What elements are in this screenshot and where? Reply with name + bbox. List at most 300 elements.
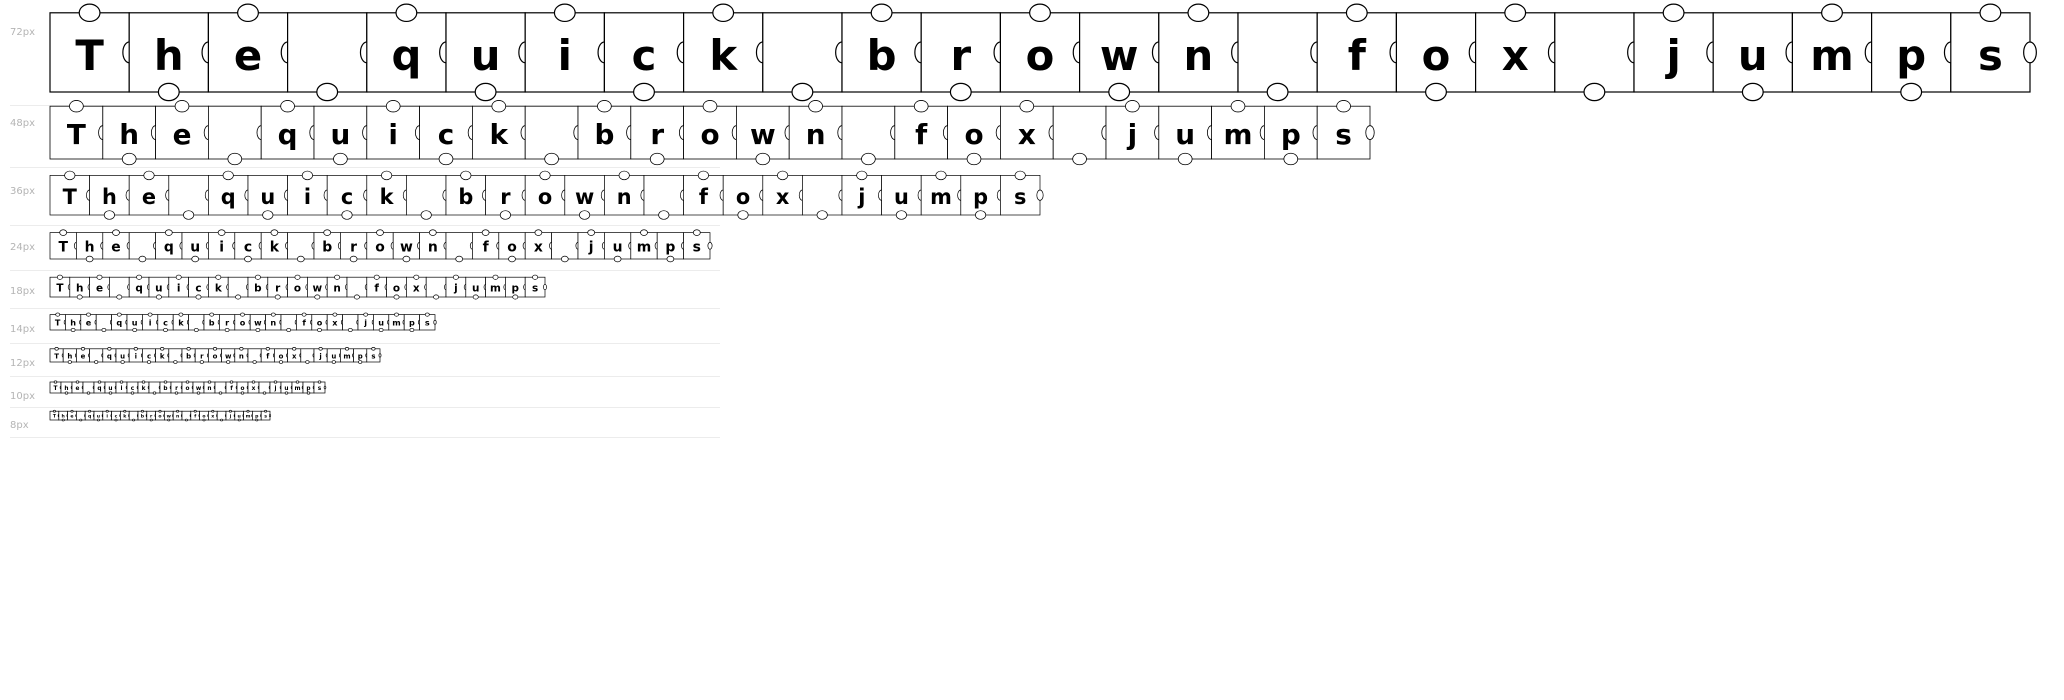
puzzle-glyph-c (127, 382, 139, 394)
puzzle-glyph-s (261, 410, 271, 420)
svg-text:e: e (75, 385, 80, 392)
puzzle-glyph-u (235, 411, 245, 421)
svg-text:f: f (266, 352, 270, 361)
puzzle-glyph-x (1476, 4, 1562, 92)
puzzle-glyph-o (312, 315, 329, 332)
puzzle-blank-piece (288, 233, 317, 262)
puzzle-glyph-w (307, 277, 328, 299)
puzzle-glyph-s (525, 275, 546, 297)
svg-text:r: r (950, 30, 972, 80)
svg-text:i: i (134, 352, 137, 361)
puzzle-glyph-p (303, 382, 315, 394)
svg-text:o: o (185, 385, 190, 392)
svg-text:e: e (233, 30, 263, 80)
svg-text:o: o (158, 414, 162, 420)
row-divider (10, 437, 720, 438)
puzzle-glyph-e (129, 171, 172, 215)
puzzle-glyph-w (164, 411, 174, 421)
puzzle-glyph-p (961, 175, 1004, 219)
puzzle-glyph-m (631, 230, 660, 259)
puzzle-glyph-k (472, 100, 529, 159)
puzzle-blank-piece (259, 382, 271, 394)
svg-text:p: p (1280, 118, 1301, 152)
svg-text:T: T (62, 184, 77, 209)
puzzle-glyph-p (1264, 106, 1321, 165)
puzzle-glyph-c (158, 315, 175, 332)
svg-text:r: r (275, 282, 281, 295)
puzzle-glyph-k (156, 347, 170, 362)
puzzle-glyph-s (1317, 100, 1374, 159)
svg-text:h: h (70, 317, 76, 328)
svg-text:q: q (391, 30, 422, 80)
svg-text:x: x (775, 184, 790, 209)
puzzle-glyph-c (235, 233, 264, 262)
puzzle-glyph-u (466, 277, 487, 299)
svg-text:s: s (424, 317, 430, 328)
svg-text:T: T (75, 30, 104, 80)
size-row-10 (0, 377, 730, 408)
svg-text:i: i (106, 414, 108, 420)
svg-text:o: o (735, 184, 751, 209)
svg-text:c: c (340, 184, 354, 209)
size-row-36 (0, 168, 1027, 226)
puzzle-glyph-i (169, 275, 190, 297)
puzzle-glyphs-36 (50, 168, 1062, 231)
svg-text:o: o (700, 118, 720, 152)
svg-text:b: b (866, 30, 897, 80)
puzzle-glyph-r (171, 382, 183, 394)
svg-text:e: e (95, 282, 104, 295)
svg-text:c: c (114, 414, 118, 420)
puzzle-blank-piece (169, 175, 212, 219)
size-row-24 (0, 226, 730, 271)
svg-text:T: T (54, 352, 59, 361)
svg-text:u: u (1737, 30, 1768, 80)
svg-text:n: n (175, 414, 180, 420)
svg-text:e: e (141, 184, 157, 209)
svg-text:c: c (195, 282, 202, 295)
svg-text:o: o (212, 352, 218, 361)
puzzle-glyph-o (274, 349, 288, 364)
puzzle-glyph-f (472, 230, 501, 259)
puzzle-glyph-s (1951, 4, 2037, 92)
puzzle-glyph-j (358, 313, 375, 330)
puzzle-glyph-o (288, 275, 309, 297)
size-label-36: 36px (10, 186, 35, 197)
svg-text:j: j (858, 184, 866, 209)
puzzle-glyph-f (367, 275, 388, 297)
puzzle-text-strip-18 (50, 271, 730, 309)
puzzle-glyph-k (173, 313, 190, 330)
puzzle-glyph-r (486, 175, 529, 219)
puzzle-blank-piece (281, 315, 298, 332)
svg-text:p: p (665, 239, 676, 256)
puzzle-blank-piece (644, 175, 687, 219)
puzzle-glyph-f (684, 171, 727, 215)
svg-text:i: i (388, 118, 398, 152)
svg-text:x: x (533, 239, 543, 256)
svg-text:j: j (1127, 118, 1138, 152)
svg-text:u: u (471, 282, 480, 295)
svg-text:o: o (239, 317, 246, 328)
svg-text:s: s (371, 352, 376, 361)
puzzle-glyph-u (116, 349, 130, 364)
svg-text:e: e (172, 118, 192, 152)
puzzle-glyph-w (565, 175, 608, 219)
svg-text:k: k (178, 317, 184, 328)
puzzle-glyph-n (420, 230, 449, 259)
puzzle-glyph-r (147, 411, 157, 421)
puzzle-glyph-u (149, 277, 170, 299)
puzzle-glyph-k (684, 4, 770, 92)
puzzle-glyph-i (367, 100, 424, 159)
puzzle-glyph-h (129, 13, 215, 101)
puzzle-blank-piece (1238, 13, 1324, 101)
puzzle-glyph-x (327, 313, 344, 330)
puzzle-glyph-n (789, 100, 846, 159)
svg-text:x: x (1501, 30, 1529, 80)
puzzle-glyph-m (1212, 100, 1269, 159)
puzzle-blank-piece (343, 315, 360, 332)
puzzle-glyph-j (1634, 4, 1720, 92)
puzzle-glyph-b (314, 230, 343, 259)
svg-text:s: s (1977, 30, 2003, 80)
puzzle-glyph-o (182, 381, 194, 393)
svg-text:b: b (186, 352, 192, 361)
svg-text:w: w (166, 414, 171, 420)
svg-text:j: j (588, 239, 594, 256)
puzzle-text-strip-72 (50, 0, 2003, 106)
puzzle-blank-piece (129, 233, 158, 262)
svg-text:p: p (408, 317, 415, 328)
puzzle-glyph-m (486, 275, 507, 297)
svg-text:s: s (1013, 184, 1027, 209)
svg-text:f: f (302, 317, 306, 328)
svg-text:u: u (108, 385, 113, 392)
puzzle-glyph-w (736, 106, 793, 165)
size-row-72 (0, 0, 2003, 106)
svg-text:f: f (194, 414, 197, 420)
svg-text:r: r (350, 239, 358, 256)
puzzle-glyph-o (208, 347, 222, 362)
puzzle-glyph-T (50, 347, 64, 362)
puzzle-glyph-T (50, 4, 136, 92)
puzzle-glyph-i (288, 171, 331, 215)
svg-text:p: p (306, 385, 311, 392)
svg-text:i: i (148, 317, 152, 328)
svg-text:m: m (392, 317, 401, 328)
puzzle-glyph-e (90, 275, 111, 297)
svg-text:f: f (482, 239, 489, 256)
svg-text:m: m (1810, 30, 1854, 80)
size-label-18: 18px (10, 286, 35, 297)
svg-text:b: b (458, 184, 474, 209)
puzzle-glyph-j (446, 275, 467, 297)
puzzle-glyph-k (138, 381, 150, 393)
svg-text:n: n (207, 385, 212, 392)
svg-text:o: o (375, 239, 385, 256)
puzzle-glyph-i (525, 4, 611, 92)
puzzle-text-strip-10 (50, 377, 730, 408)
puzzle-glyph-e (103, 230, 132, 259)
svg-text:o: o (537, 184, 553, 209)
size-label-48: 48px (10, 118, 35, 129)
svg-text:r: r (150, 414, 153, 420)
puzzle-blank-piece (109, 277, 130, 299)
puzzle-blank-piece (525, 106, 582, 165)
svg-text:o: o (202, 414, 206, 420)
puzzle-glyph-w (393, 233, 422, 262)
svg-text:m: m (294, 385, 301, 392)
size-label-24: 24px (10, 242, 35, 253)
puzzle-glyph-m (244, 410, 254, 420)
puzzle-glyph-m (340, 347, 354, 362)
svg-text:c: c (130, 385, 135, 392)
svg-text:k: k (123, 414, 127, 420)
puzzle-glyph-i (116, 381, 128, 393)
puzzle-glyph-h (103, 106, 160, 165)
puzzle-blank-piece (406, 175, 449, 219)
size-label-72: 72px (10, 27, 35, 38)
puzzle-blank-piece (169, 349, 183, 364)
puzzle-glyph-q (367, 4, 453, 92)
svg-text:w: w (574, 184, 595, 209)
svg-text:h: h (101, 184, 117, 209)
puzzle-glyph-w (250, 315, 267, 332)
svg-text:T: T (53, 385, 58, 392)
svg-text:c: c (163, 317, 168, 328)
puzzle-glyph-o (200, 411, 210, 421)
puzzle-text-strip-12 (50, 344, 730, 377)
puzzle-glyph-u (105, 382, 117, 394)
svg-text:T: T (66, 118, 86, 152)
svg-text:e: e (85, 317, 92, 328)
svg-text:b: b (594, 118, 615, 152)
puzzle-glyph-q (261, 100, 318, 159)
puzzle-glyph-w (1080, 13, 1166, 101)
puzzle-glyph-i (142, 313, 159, 330)
puzzle-blank-piece (182, 411, 192, 421)
puzzle-glyph-r (195, 349, 209, 364)
svg-text:c: c (631, 30, 657, 80)
puzzle-blank-piece (301, 349, 315, 364)
svg-text:n: n (1183, 30, 1214, 80)
svg-text:o: o (964, 118, 984, 152)
svg-text:e: e (80, 352, 86, 361)
svg-text:f: f (1347, 30, 1366, 80)
puzzle-glyph-u (882, 175, 925, 219)
puzzle-glyph-u (314, 106, 371, 165)
svg-text:k: k (379, 184, 394, 209)
svg-text:o: o (1025, 30, 1055, 80)
svg-text:k: k (141, 385, 146, 392)
puzzle-glyph-T (50, 230, 79, 259)
puzzle-text-strip-14 (50, 309, 730, 344)
puzzle-glyph-T (50, 100, 107, 159)
svg-text:m: m (930, 184, 952, 209)
size-row-12 (0, 344, 730, 377)
puzzle-glyph-u (127, 315, 144, 332)
puzzle-glyph-u (1713, 13, 1799, 101)
puzzle-text-strip-48 (50, 106, 1352, 168)
puzzle-glyph-p (1872, 13, 1958, 101)
svg-text:o: o (240, 385, 245, 392)
svg-text:u: u (1175, 118, 1196, 152)
svg-text:w: w (195, 385, 202, 392)
puzzle-glyphs-12 (50, 344, 394, 370)
svg-text:c: c (243, 239, 253, 256)
size-row-8 (0, 408, 730, 439)
svg-text:n: n (238, 352, 244, 361)
puzzle-glyph-h (61, 382, 73, 394)
puzzle-blank-piece (76, 411, 86, 421)
puzzle-text-strip-8 (50, 408, 730, 439)
svg-text:k: k (269, 239, 280, 256)
svg-text:o: o (1421, 30, 1451, 80)
svg-text:u: u (331, 352, 337, 361)
svg-text:u: u (131, 317, 138, 328)
svg-text:q: q (97, 385, 102, 392)
svg-text:n: n (427, 239, 438, 256)
puzzle-blank-piece (426, 277, 447, 299)
svg-text:w: w (1099, 30, 1139, 80)
svg-text:s: s (1335, 118, 1352, 152)
svg-text:b: b (208, 317, 215, 328)
puzzle-glyph-f (296, 313, 313, 330)
svg-text:o: o (293, 282, 302, 295)
puzzle-glyphs-72 (50, 0, 2064, 120)
puzzle-glyph-e (76, 347, 90, 362)
svg-text:u: u (378, 317, 384, 328)
puzzle-glyph-n (327, 275, 348, 297)
svg-text:n: n (805, 118, 826, 152)
svg-text:w: w (749, 118, 776, 152)
svg-text:u: u (96, 414, 101, 420)
puzzle-glyph-w (193, 382, 205, 394)
svg-text:b: b (140, 414, 145, 420)
svg-text:j: j (1666, 30, 1681, 80)
svg-text:r: r (225, 317, 230, 328)
puzzle-glyphs-14 (50, 309, 450, 339)
puzzle-blank-piece (552, 233, 581, 262)
svg-text:w: w (254, 317, 262, 328)
svg-text:i: i (120, 385, 123, 392)
svg-text:f: f (698, 184, 708, 209)
svg-text:j: j (364, 317, 368, 328)
svg-text:j: j (274, 385, 277, 392)
puzzle-glyph-e (72, 381, 84, 393)
puzzle-glyph-j (1106, 100, 1163, 159)
puzzle-glyph-T (50, 313, 67, 330)
svg-text:x: x (251, 385, 256, 392)
puzzle-glyph-r (219, 315, 236, 332)
puzzle-glyph-u (281, 382, 293, 394)
size-row-48 (0, 106, 1352, 168)
svg-text:j: j (454, 282, 458, 295)
puzzle-glyph-o (499, 233, 528, 262)
puzzle-glyph-f (261, 347, 275, 362)
svg-text:x: x (412, 282, 420, 295)
puzzle-glyph-u (182, 233, 211, 262)
svg-text:x: x (291, 352, 297, 361)
puzzle-glyph-o (1000, 4, 1086, 92)
puzzle-glyph-u (327, 349, 341, 364)
puzzle-glyph-h (76, 233, 105, 262)
svg-text:w: w (312, 282, 323, 295)
puzzle-glyph-j (842, 171, 885, 215)
svg-text:x: x (332, 317, 338, 328)
svg-text:s: s (531, 282, 539, 295)
puzzle-glyph-e (68, 410, 78, 420)
puzzle-glyph-b (578, 100, 635, 159)
svg-text:j: j (319, 352, 322, 361)
svg-text:e: e (111, 239, 121, 256)
puzzle-glyph-n (266, 313, 283, 330)
puzzle-glyph-u (373, 315, 390, 332)
puzzle-glyph-o (948, 106, 1005, 165)
puzzle-glyph-m (292, 381, 304, 393)
puzzle-blank-piece (842, 106, 899, 165)
svg-text:r: r (175, 385, 178, 392)
puzzle-glyph-b (446, 171, 489, 215)
puzzle-blank-piece (1555, 13, 1641, 101)
puzzle-glyph-n (235, 347, 249, 362)
puzzle-glyph-k (120, 410, 130, 420)
puzzle-glyph-o (1396, 13, 1482, 101)
svg-text:i: i (557, 30, 572, 80)
puzzle-glyph-s (684, 230, 713, 259)
svg-text:f: f (915, 118, 928, 152)
svg-text:p: p (511, 282, 520, 295)
svg-text:e: e (70, 414, 74, 420)
svg-text:k: k (214, 282, 222, 295)
puzzle-blank-piece (347, 277, 368, 299)
puzzle-glyph-s (367, 347, 381, 362)
puzzle-glyph-c (327, 175, 370, 219)
svg-text:h: h (67, 352, 73, 361)
svg-text:o: o (507, 239, 517, 256)
svg-text:x: x (1017, 118, 1036, 152)
puzzle-glyph-o (156, 410, 166, 420)
puzzle-glyph-w (222, 349, 236, 364)
svg-text:r: r (200, 352, 204, 361)
svg-text:s: s (692, 239, 701, 256)
svg-text:w: w (224, 352, 232, 361)
puzzle-glyph-b (160, 381, 172, 393)
puzzle-glyph-k (208, 275, 229, 297)
puzzle-glyph-f (895, 100, 952, 159)
puzzle-glyph-p (505, 277, 526, 299)
puzzle-blank-piece (83, 382, 95, 394)
puzzle-glyph-h (90, 175, 133, 219)
puzzle-glyph-m (1792, 4, 1878, 92)
svg-text:h: h (119, 118, 140, 152)
svg-text:j: j (229, 414, 232, 420)
puzzle-glyph-x (406, 275, 427, 297)
puzzle-glyph-m (921, 171, 964, 215)
puzzle-glyph-u (446, 13, 532, 101)
svg-text:p: p (255, 414, 259, 420)
svg-text:u: u (330, 118, 351, 152)
puzzle-glyph-s (420, 313, 437, 330)
puzzle-blank-piece (288, 13, 374, 101)
svg-text:c: c (146, 352, 152, 361)
puzzle-glyph-h (59, 411, 69, 421)
svg-text:m: m (636, 239, 652, 256)
puzzle-glyph-b (204, 313, 221, 330)
puzzle-glyph-o (684, 100, 741, 159)
puzzle-glyph-c (604, 13, 690, 101)
